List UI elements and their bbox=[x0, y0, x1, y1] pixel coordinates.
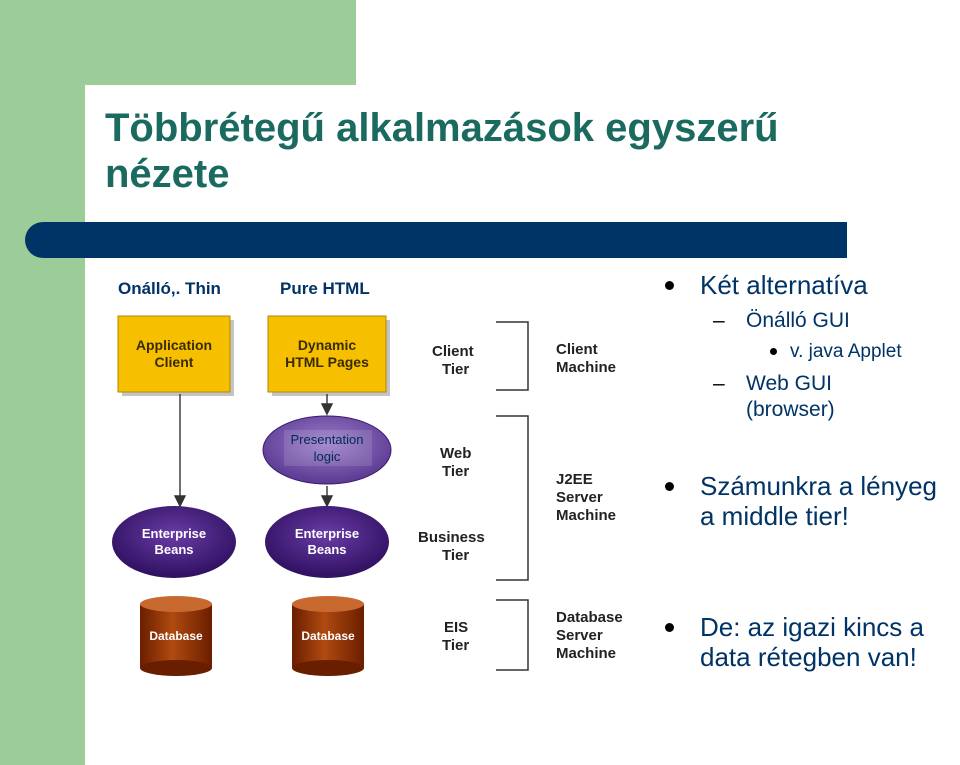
application-client-box bbox=[118, 316, 234, 396]
bullet-data-tier bbox=[665, 612, 924, 672]
presentation-line2: logic bbox=[313, 449, 341, 464]
server-machine-line1: J2EE bbox=[556, 471, 593, 488]
bullet-two-alternatives: Két alternatíva bbox=[665, 270, 868, 300]
sub-bullet-standalone-gui: – Önálló GUI bbox=[713, 308, 850, 334]
dynamic-pages-line2: HTML Pages bbox=[285, 354, 369, 370]
eis-tier-line2: Tier bbox=[442, 637, 470, 654]
business-tier-line1: Business bbox=[418, 529, 485, 546]
middle-tier-line2: a middle tier! bbox=[700, 501, 849, 531]
slide-title: Többrétegű alkalmazások egyszerű nézete bbox=[105, 106, 779, 196]
top-green-band bbox=[0, 0, 356, 85]
client-tier-line1: Client bbox=[432, 343, 474, 360]
sub-sub-bullet-java-applet: v. java Applet bbox=[770, 340, 902, 364]
app-client-line1: Application bbox=[135, 337, 213, 353]
enterprise-beans-oval-1 bbox=[112, 506, 236, 578]
left-green-band bbox=[0, 0, 85, 765]
web-tier-line1: Web bbox=[440, 445, 472, 462]
database-cylinder-2 bbox=[292, 596, 364, 676]
tier-diagram bbox=[100, 270, 660, 690]
bullet-middle-tier bbox=[665, 471, 937, 531]
database1-label: Database bbox=[149, 629, 203, 643]
web-gui-line1: – Web GUI bbox=[746, 372, 832, 395]
db-machine-line2: Server bbox=[556, 627, 603, 644]
tier-labels bbox=[418, 343, 485, 654]
col1-header: Onálló,. Thin bbox=[118, 279, 221, 298]
database-cylinder-1 bbox=[140, 596, 212, 676]
client-machine-line2: Machine bbox=[556, 359, 617, 376]
database2-label: Database bbox=[301, 629, 355, 643]
enterprise-beans-oval-2 bbox=[265, 506, 389, 578]
presentation-logic-oval bbox=[263, 416, 391, 484]
beans2-line1: Enterprise bbox=[294, 526, 360, 541]
web-tier-line2: Tier bbox=[442, 463, 470, 480]
middle-tier-line1: Számunkra a lényeg bbox=[700, 471, 938, 501]
business-tier-line2: Tier bbox=[442, 547, 470, 564]
title-divider-bar bbox=[25, 222, 847, 258]
col2-header: Pure HTML bbox=[280, 279, 370, 298]
client-machine-line1: Client bbox=[556, 341, 598, 358]
machine-labels bbox=[556, 341, 623, 662]
beans1-line2: Beans bbox=[154, 542, 194, 557]
machine-brackets bbox=[496, 322, 528, 670]
app-client-line2: Client bbox=[154, 354, 194, 370]
sub-bullet-web-gui bbox=[713, 371, 835, 423]
db-machine-line3: Machine bbox=[556, 645, 617, 662]
dynamic-html-pages-box bbox=[268, 316, 390, 396]
presentation-line1: Presentation bbox=[290, 432, 364, 447]
data-tier-line1: De: az igazi kincs a bbox=[700, 612, 924, 642]
db-machine-line1: Database bbox=[556, 609, 623, 626]
beans1-line1: Enterprise bbox=[141, 526, 207, 541]
server-machine-line2: Server bbox=[556, 489, 603, 506]
eis-tier-line1: EIS bbox=[444, 619, 469, 636]
client-tier-line2: Tier bbox=[442, 361, 470, 378]
data-tier-line2: data rétegben van! bbox=[700, 642, 917, 672]
web-gui-line2: (browser) bbox=[746, 398, 835, 421]
server-machine-line3: Machine bbox=[556, 507, 617, 524]
dynamic-pages-line1: Dynamic bbox=[297, 337, 357, 353]
beans2-line2: Beans bbox=[307, 542, 347, 557]
